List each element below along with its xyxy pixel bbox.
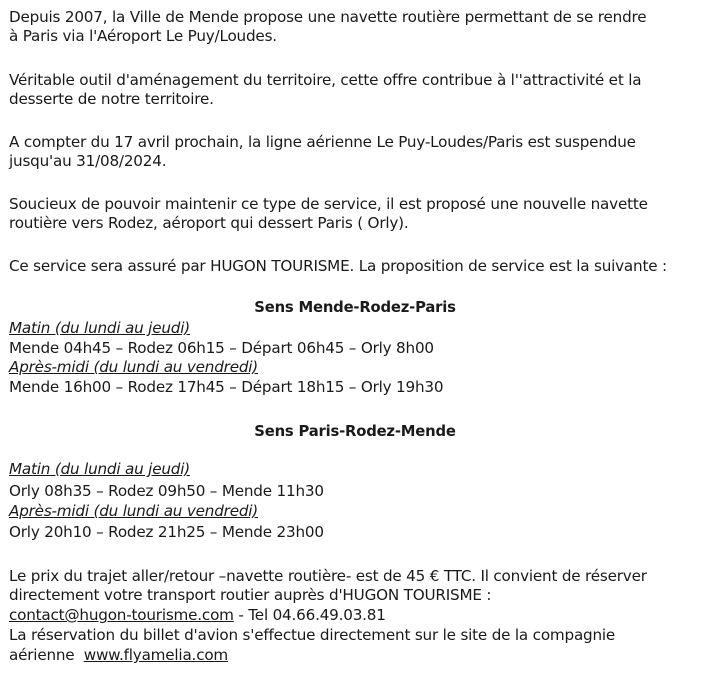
text-line: routière vers Rodez, aéroport qui dessert Paris ( Orly). bbox=[9, 214, 409, 232]
text-line: Depuis 2007, la Ville de Mende propose une navette routière permettant de se rendre bbox=[9, 8, 647, 26]
schedule-label: Après-midi (du lundi au vendredi) bbox=[9, 358, 259, 376]
outbound-morning-times: Mende 04h45 – Rodez 06h15 – Départ 06h45 – Orly 8h00 bbox=[9, 339, 434, 357]
text-line: Ce service sera assuré par HUGON TOURISME. La proposition de service est la suivante : bbox=[9, 257, 667, 275]
text-line: A compter du 17 avril prochain, la ligne aérienne Le Puy-Loudes/Paris est suspendue bbox=[9, 133, 636, 151]
outbound-afternoon-times: Mende 16h00 – Rodez 17h45 – Départ 18h15 – Orly 19h30 bbox=[9, 378, 444, 396]
intro-paragraph-5 bbox=[9, 257, 701, 276]
schedule-label: Après-midi (du lundi au vendredi) bbox=[9, 502, 259, 520]
inbound-morning-times: Orly 08h35 – Rodez 09h50 – Mende 11h30 bbox=[9, 482, 324, 500]
intro-paragraph-3 bbox=[9, 133, 701, 171]
schedule-label: Matin (du lundi au jeudi) bbox=[9, 319, 190, 337]
text-line: Véritable outil d'aménagement du territoire, cette offre contribue à l''attractivité et la bbox=[9, 71, 642, 89]
inbound-morning-label bbox=[9, 460, 190, 479]
intro-paragraph-1 bbox=[9, 8, 701, 46]
text-line: jusqu'au 31/08/2024. bbox=[9, 152, 167, 170]
outbound-afternoon-label bbox=[9, 358, 258, 377]
schedule-label: Matin (du lundi au jeudi) bbox=[9, 460, 190, 478]
website-link[interactable]: www.flyamelia.com bbox=[83, 646, 229, 664]
text-line: à Paris via l'Aéroport Le Puy/Loudes. bbox=[9, 27, 277, 45]
intro-paragraph-4 bbox=[9, 195, 701, 233]
inbound-afternoon-label bbox=[9, 502, 258, 521]
email-link[interactable]: contact@hugon-tourisme.com bbox=[9, 606, 234, 624]
outbound-heading: Sens Mende-Rodez-Paris bbox=[254, 299, 456, 316]
inbound-heading: Sens Paris-Rodez-Mende bbox=[254, 423, 456, 440]
intro-paragraph-2 bbox=[9, 71, 701, 109]
text-line: desserte de notre territoire. bbox=[9, 90, 214, 108]
text-line: Soucieux de pouvoir maintenir ce type de service, il est proposé une nouvelle navette bbox=[9, 195, 648, 213]
contact-line bbox=[9, 606, 386, 625]
website-line bbox=[9, 646, 228, 665]
inbound-afternoon-times: Orly 20h10 – Rodez 21h25 – Mende 23h00 bbox=[9, 523, 324, 541]
phone-text: - Tel 04.66.49.03.81 bbox=[233, 606, 386, 624]
booking-line: directement votre transport routier auprès d'HUGON TOURISME : bbox=[9, 586, 492, 604]
price-line: Le prix du trajet aller/retour –navette routière- est de 45 € TTC. Il convient de réserver bbox=[9, 567, 647, 585]
outbound-morning-label bbox=[9, 319, 190, 338]
flight-booking-line: La réservation du billet d'avion s'effectue directement sur le site de la compagnie bbox=[9, 626, 616, 644]
website-prefix: aérienne bbox=[9, 646, 84, 664]
